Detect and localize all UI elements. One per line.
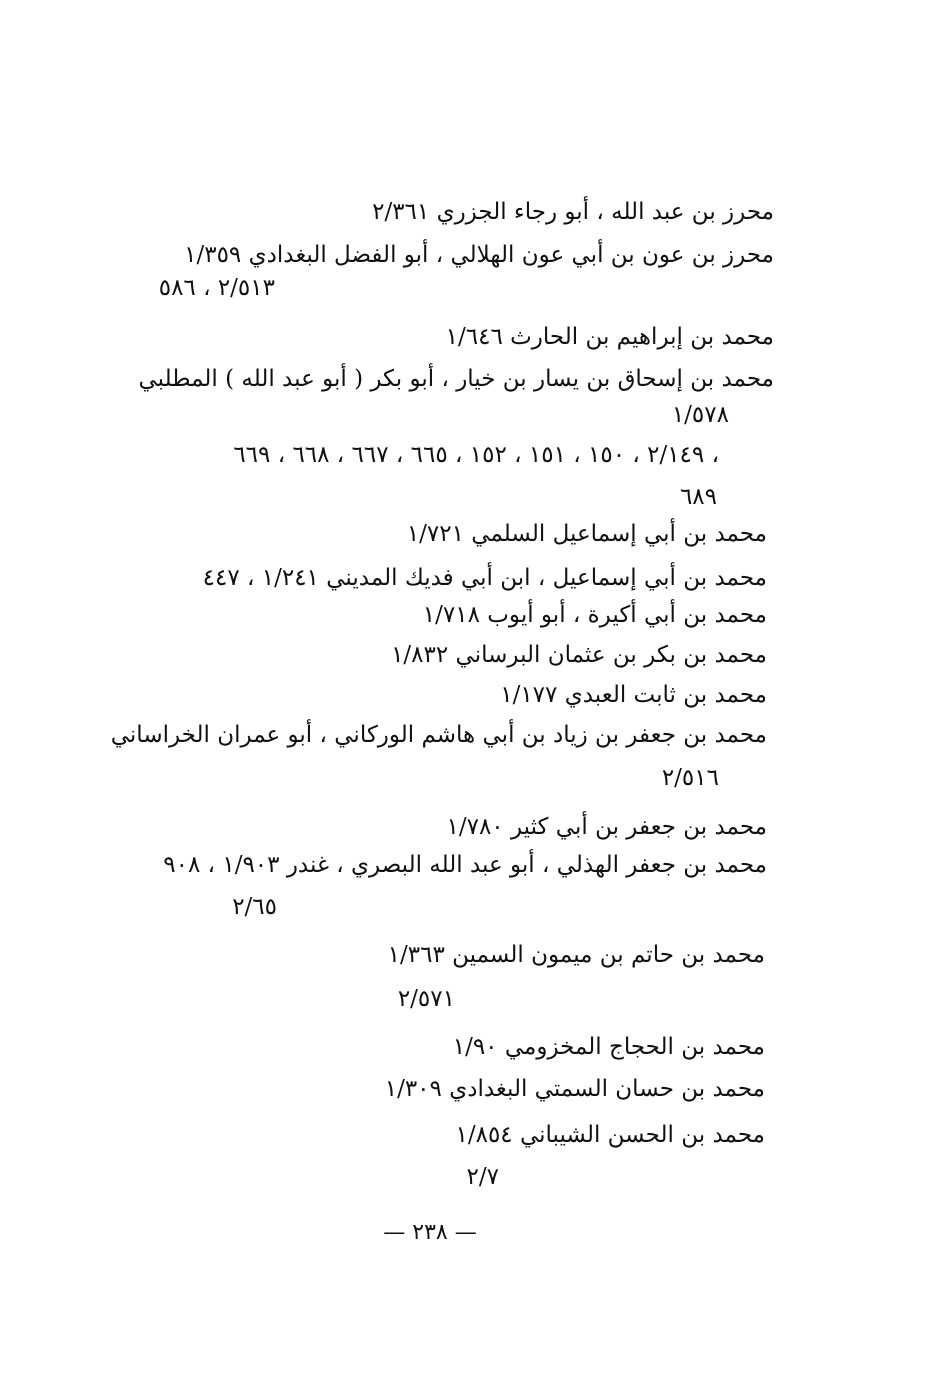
index-entry-continuation: ٢/٦٥: [232, 894, 277, 920]
index-entry: محمد بن الحجاج المخزومي ١/٩٠: [452, 1034, 765, 1060]
index-entry: محمد بن جعفر بن زياد بن أبي هاشم الوركاني ، أبو عمران الخراساني: [110, 722, 767, 748]
index-entry-continuation: ٢/٧: [466, 1164, 499, 1190]
index-entry: محمد بن أبي أكيرة ، أبو أيوب ١/٧١٨: [422, 602, 767, 628]
index-entry: محمد بن جعفر بن أبي كثير ١/٧٨٠: [446, 814, 767, 840]
index-entry: محمد بن أبي إسماعيل ، ابن أبي فديك المديني ١/٢٤١ ، ٤٤٧: [202, 565, 767, 591]
index-entry: محمد بن حاتم بن ميمون السمين ١/٣٦٣: [387, 942, 765, 968]
index-entry: محمد بن إسحاق بن يسار بن خيار ، أبو بكر ( أبو عبد الله ) المطلبي: [138, 366, 774, 392]
index-entry: محمد بن أبي إسماعيل السلمي ١/٧٢١: [406, 521, 767, 547]
page-number: — ٢٣٨ —: [383, 1220, 477, 1245]
index-entry-continuation: ١/٥٧٨: [671, 402, 729, 428]
index-entry-continuation: ٢/٥١٣ ، ٥٨٦: [158, 275, 275, 301]
index-entry: محمد بن إبراهيم بن الحارث ١/٦٤٦: [445, 324, 774, 350]
index-entry: محمد بن ثابت العبدي ١/١٧٧: [500, 682, 767, 708]
index-entry: محمد بن بكر بن عثمان البرساني ١/٨٣٢: [391, 642, 767, 668]
index-entry: محمد بن جعفر الهذلي ، أبو عبد الله البصري ، غندر ١/٩٠٣ ، ٩٠٨: [163, 852, 767, 878]
index-entry-continuation: ٢/٥١٦: [661, 765, 719, 791]
index-entry: محرز بن عون بن أبي عون الهلالي ، أبو الفضل البغدادي ١/٣٥٩: [184, 242, 774, 268]
index-entry: محمد بن حسان السمتي البغدادي ١/٣٠٩: [384, 1076, 765, 1102]
index-entry-continuation: ٢/١٤٩ ، ١٥٠ ، ١٥١ ، ١٥٢ ، ٦٦٥ ، ٦٦٧ ، ٦٦٨ ، ٦٦٩ ،: [233, 442, 719, 468]
index-entry-continuation: ٢/٥٧١: [397, 986, 455, 1012]
index-entry-continuation: ٦٨٩: [679, 484, 717, 510]
index-entry: محمد بن الحسن الشيباني ١/٨٥٤: [455, 1122, 765, 1148]
index-entry: محرز بن عبد الله ، أبو رجاء الجزري ٢/٣٦١: [372, 199, 774, 225]
